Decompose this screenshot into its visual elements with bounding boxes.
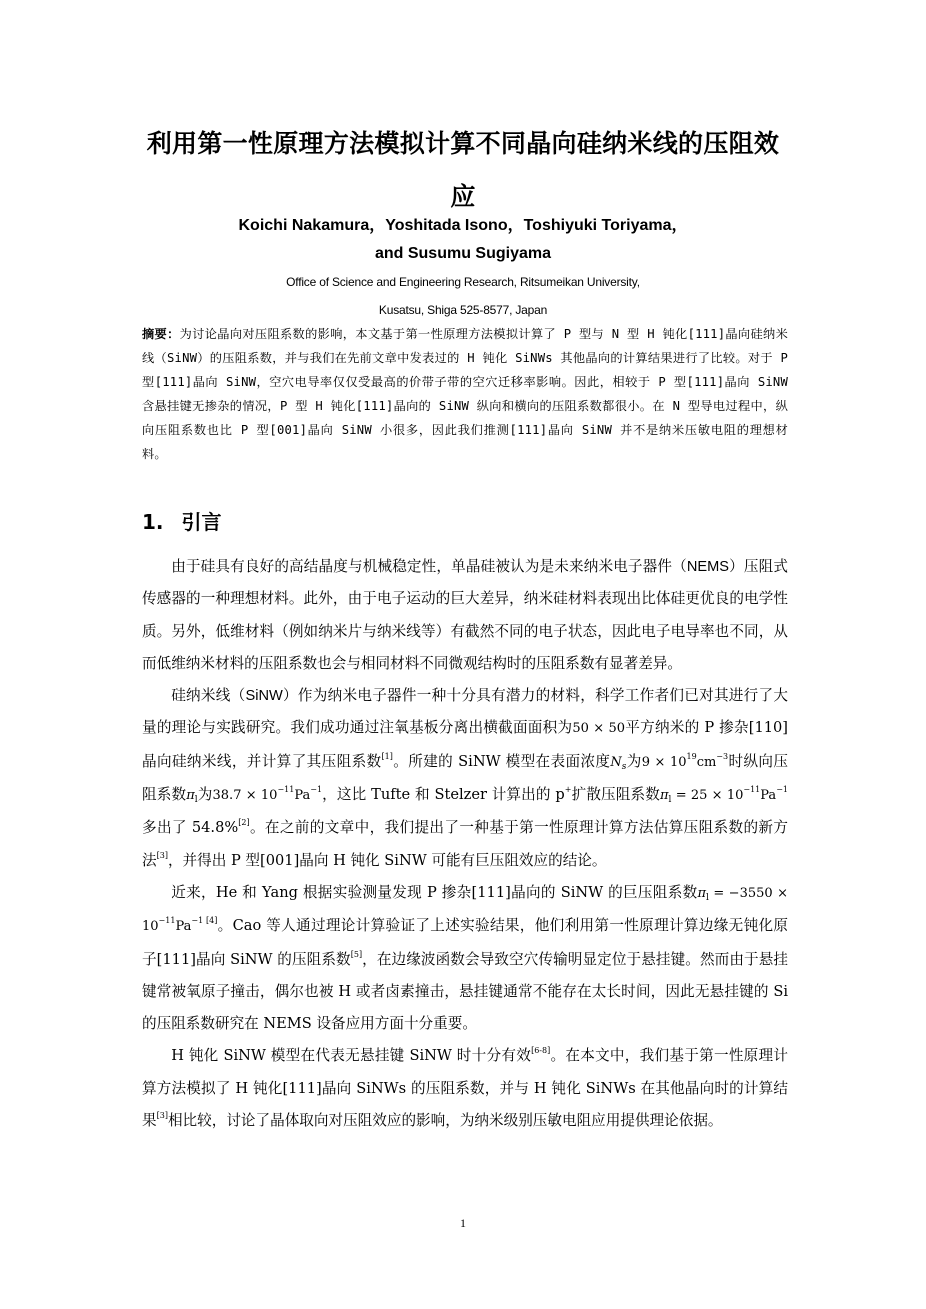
citation: [1] [381,751,393,761]
author-line-1: Koichi Nakamura，Yoshitada Isono，Toshiyuki Toriyama， [238,217,688,234]
text-span: ，这比 Tufte 和 Stelzer 计算出的 p [322,786,565,804]
math-unit: Pa [175,919,192,935]
citation: [3] [156,1111,168,1121]
math-exponent: −11 [277,785,295,795]
section-heading [142,505,222,539]
math-expression: 50 × 50 [572,721,626,737]
math-expression: π [697,885,707,901]
citation: [4] [203,916,218,926]
section-number: 1. [142,510,164,534]
author-line-2: and Susumu Sugiyama [374,245,552,262]
citation: [2] [238,818,250,828]
citation: [3] [156,850,168,860]
text-span: SiNW [245,688,283,705]
citation: [6-8] [531,1046,551,1056]
text-span: 时纵向压阻系数 [142,752,788,804]
section-title: 引言 [181,510,222,534]
math-unit: Pa [294,788,311,804]
text-span: 硅纳米线（ [171,687,246,705]
math-exponent: −1 [776,785,788,795]
text-span: 相比较，讨论了晶体取向对压阻效应的影响，为纳米级别压敏电阻应用提供理论依据。 [167,1112,723,1130]
math-expression: π [659,788,669,804]
text-span: ，并得出 P 型[001]晶向 H 钝化 SiNW 可能有巨压阻效应的结论。 [167,851,607,869]
text-span: 近来，He 和 Yang 根据实验测量发现 P 掺杂[111]晶向的 SiNW 的巨压阻系数 [171,883,698,901]
math-unit: cm [696,754,717,770]
section-body [142,551,788,1137]
math-exponent: 19 [686,751,697,761]
math-exponent: −1 [191,916,204,926]
math-exponent: −1 [310,785,323,795]
paragraph-2 [142,680,788,877]
paragraph-4 [142,1040,788,1137]
math-subscript: l [668,795,672,806]
math-expression: N [610,754,622,770]
page-number: 1 [460,1216,466,1230]
text-span: ）压阻式传感器的一种理想材料。此外，由于电子运动的巨大差异，纳米硅材料表现出比体硅更优良的电学性质。另外，低维材料（例如纳米片与纳米线等）有截然不同的电子状态，因此电子电导率也不同，从而低维纳米材料的压阻系数也会与相同材料不同微观结构时的压阻系数有显著差异。 [142,558,788,672]
author-list [140,212,786,268]
math-unit: Pa [760,788,777,804]
text-span: 平方纳米的 P 掺杂[110]晶向硅纳米线，并计算了其压阻系数 [142,719,788,770]
text-span: 。Cao 等人通过理论计算验证了上述实验结果，他们利用第一性原理计算边缘无钝化原子[111]晶向 SiNW 的压阻系数 [142,917,789,968]
text-span: ）作为纳米电子器件一种十分具有潜力的材料，科学工作者们已对其进行了大量的理论与实践研究。我们成功通过注氧基板分离出横截面面积为 [142,687,788,737]
text-span: ，在边缘波函数会导致空穴传输明显定位于悬挂键。然而由于悬挂键常被氧原子撞击，偶尔也被 H 或者卤素撞击，悬挂键通常不能存在太长时间，因此无悬挂键的 Si 的压阻系数研究在 NEMS 设备应用方面十分重要。 [142,950,788,1033]
math-expression: = 25 × 10 [671,788,744,804]
paragraph-1 [142,551,788,680]
math-subscript: s [621,761,627,772]
math-expression: = −3550 × 10 [142,885,788,935]
paragraph-3 [142,877,788,1040]
text-span: 多出了 54.8% [142,819,239,837]
text-span: 。所建的 SiNW 模型在表面浓度 [392,752,611,770]
superscript: + [564,785,572,795]
math-expression: 9 × 10 [641,754,687,770]
abstract-label: 摘要： [142,327,180,341]
math-subscript: l [194,795,198,806]
text-span: 扩散压阻系数 [571,786,660,804]
affiliation [140,268,786,324]
abstract-text: 为讨论晶向对压阻系数的影响，本文基于第一性原理方法模拟计算了 P 型与 N 型 H 钝化[111]晶向硅纳米线（SiNW）的压阻系数，并与我们在先前文章中发表过的 H 钝化 SiNWs 其他晶向的计算结果进行了比较。对于 P 型[111]晶向 SiNW，空穴电导率仅仅受最高的价带子带的空穴迁移率影响。因此，相较于 P 型[111]晶向 SiNW 含悬挂键无掺杂的情况，P 型 H 钝化[111]晶向的 SiNW 纵向和横向的压阻系数都很小。在 N 型导电过程中，纵向压阻系数也比 P 型[001]晶向 SiNW 小很多，因此我们推测[111]晶向 SiNW 并不是纳米压敏电阻的理想材料。 [142,327,788,462]
math-exponent: −11 [743,785,761,795]
text-span: 。在之前的文章中，我们提出了一种基于第一性原理计算方法估算压阻系数的新方法 [142,819,788,869]
text-span: 为 [626,752,642,770]
math-expression: 38.7 × 10 [212,788,278,804]
text-span: H 钝化 SiNW 模型在代表无悬挂键 SiNW 时十分有效 [171,1047,532,1065]
text-span: NEMS [686,559,730,575]
math-expression: π [186,788,195,804]
abstract [142,322,788,467]
text-span: 为 [197,786,213,804]
text-span: 由于硅具有良好的高结晶度与机械稳定性，单晶硅被认为是未来纳米电子器件（ [171,558,687,575]
math-subscript: l [706,892,709,903]
citation: [5] [350,949,363,959]
affiliation-line-1: Office of Science and Engineering Research, Ritsumeikan University, [286,275,640,289]
affiliation-line-2: Kusatsu, Shiga 525-8577, Japan [378,303,548,317]
math-exponent: −11 [158,916,176,926]
paper-title: 利用第一性原理方法模拟计算不同晶向硅纳米线的压阻效应 [146,129,780,211]
text-span: 。在本文中，我们基于第一性原理计算方法模拟了 H 钝化[111]晶向 SiNWs 的压阻系数，并与 H 钝化 SiNWs 在其他晶向时的计算结果 [142,1047,788,1130]
math-exponent: −3 [716,751,729,761]
